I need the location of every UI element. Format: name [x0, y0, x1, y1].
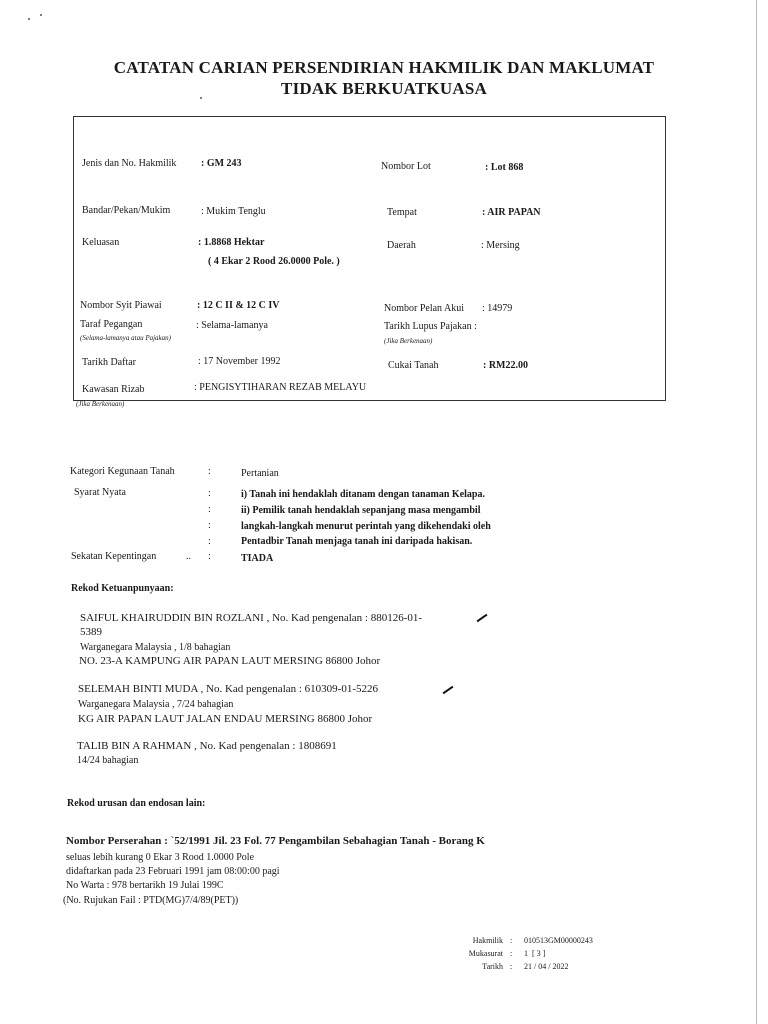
owner-2-line-3: KG AIR PAPAN LAUT JALAN ENDAU MERSING 86800 Johor [78, 713, 373, 725]
syit-label: Nombor Syit Piawai [80, 300, 162, 311]
daerah-label: Daerah [387, 240, 416, 251]
rizab-note: (Jika Berkenaan) [76, 400, 125, 408]
rizab-value: : PENGISYTIHARAN REZAB MELAYU [194, 382, 367, 393]
tempat-value: : AIR PAPAN [482, 207, 541, 218]
footer-hakmilik-label: Hakmilik [472, 936, 503, 945]
lupus-label: Tarikh Lupus Pajakan : [384, 321, 477, 332]
footer-mukasurat-value: 1 [ 3 ] [524, 949, 546, 958]
kategori-colon: : [208, 466, 211, 477]
urusan-line-1: Nombor Perserahan : `52/1991 Jil. 23 Fol. 77 Pengambilan Sebahagian Tanah - Borang K [66, 835, 485, 847]
rekod-urusan-heading: Rekod urusan dan endosan lain: [67, 798, 206, 809]
owner-1-line-2: 5389 [80, 626, 102, 638]
owner-1-line-3: Warganegara Malaysia , 1/8 bahagian [80, 642, 231, 653]
cukai-label: Cukai Tanah [388, 360, 439, 371]
taraf-note: (Selama-lamanya atau Pajakan) [80, 334, 171, 342]
footer-hakmilik-value: 010513GM00000243 [524, 936, 593, 945]
syarat-line-2: ii) Pemilik tanah hendaklah sepanjang masa mengambil [241, 505, 481, 516]
sekatan-dots: .. [186, 551, 191, 562]
urusan-line-5: (No. Rujukan Fail : PTD(MG)7/4/89(PET)) [63, 895, 239, 906]
syarat-colon-4: : [208, 536, 211, 547]
cukai-value: : RM22.00 [483, 360, 528, 371]
taraf-value: : Selama-lamanya [196, 320, 268, 331]
scan-speck [40, 14, 42, 16]
footer-tarikh-label: Tarikh [482, 962, 503, 971]
keluasan-label: Keluasan [82, 237, 120, 248]
syarat-label: Syarat Nyata [74, 487, 126, 498]
owner-1-line-1: SAIFUL KHAIRUDDIN BIN ROZLANI , No. Kad pengenalan : 880126-01- [80, 612, 423, 624]
keluasan-value: : 1.8868 Hektar [198, 237, 265, 248]
sekatan-label: Sekatan Kepentingan [71, 551, 157, 562]
kategori-value: Pertanian [241, 468, 279, 479]
syarat-colon-1: : [208, 488, 211, 499]
footer-tarikh-colon: : [510, 962, 513, 971]
owner-3-line-2: 14/24 bahagian [77, 755, 139, 766]
jenis-value: : GM 243 [201, 158, 242, 169]
footer-tarikh-value: 21 / 04 / 2022 [524, 962, 569, 971]
sekatan-colon: : [208, 551, 211, 562]
bandar-label: Bandar/Pekan/Mukim [82, 205, 171, 216]
syarat-colon-3: : [208, 520, 211, 531]
footer-hakmilik-colon: : [510, 936, 513, 945]
page-edge-line [756, 0, 757, 1024]
tempat-label: Tempat [387, 207, 417, 218]
syarat-line-3: langkah-langkah menurut perintah yang dikehendaki oleh [241, 521, 491, 532]
document-title-line2: TIDAK BERKUATKUASA [281, 79, 487, 98]
syit-value: : 12 C II & 12 C IV [197, 300, 280, 311]
pelan-value: : 14979 [482, 303, 513, 314]
taraf-label: Taraf Pegangan [80, 319, 143, 330]
syarat-line-1: i) Tanah ini hendaklah ditanam dengan tanaman Kelapa. [241, 489, 485, 500]
keluasan-value-imperial: ( 4 Ekar 2 Rood 26.0000 Pole. ) [208, 256, 340, 267]
daftar-value: : 17 November 1992 [198, 356, 281, 367]
rizab-label: Kawasan Rizab [82, 384, 145, 395]
jenis-label: Jenis dan No. Hakmilik [82, 158, 177, 169]
owner-2-line-2: Warganegara Malaysia , 7/24 bahagian [78, 699, 234, 710]
rekod-ketuanpunyaan-heading: Rekod Ketuanpunyaan: [71, 583, 174, 594]
urusan-line-4: No Warta : 978 bertarikh 19 Julai 199C [66, 880, 224, 891]
check-mark [477, 614, 488, 623]
scan-speck [28, 18, 30, 20]
bandar-value: : Mukim Tenglu [201, 206, 266, 217]
urusan-line-2: seluas lebih kurang 0 Ekar 3 Rood 1.0000 Pole [66, 852, 255, 863]
owner-2-line-1: SELEMAH BINTI MUDA , No. Kad pengenalan : 610309-01-5226 [78, 683, 379, 695]
daftar-label: Tarikh Daftar [82, 357, 136, 368]
footer-mukasurat-colon: : [510, 949, 513, 958]
syarat-colon-2: : [208, 504, 211, 515]
kategori-label: Kategori Kegunaan Tanah [70, 466, 175, 477]
pelan-label: Nombor Pelan Akui [384, 303, 464, 314]
footer-mukasurat-label: Mukasurat [468, 949, 503, 958]
syarat-line-4: Pentadbir Tanah menjaga tanah ini daripada hakisan. [241, 536, 473, 547]
nombor-lot-value: : Lot 868 [485, 162, 524, 173]
daerah-value: : Mersing [481, 240, 520, 251]
check-mark [443, 686, 454, 695]
lupus-note: (Jika Berkenaan) [384, 337, 433, 345]
nombor-lot-label: Nombor Lot [381, 161, 431, 172]
sekatan-value: TIADA [241, 553, 274, 564]
urusan-line-3: didaftarkan pada 23 Februari 1991 jam 08:00:00 pagi [66, 866, 280, 877]
document-title-line1: CATATAN CARIAN PERSENDIRIAN HAKMILIK DAN MAKLUMAT [113, 58, 655, 77]
owner-1-line-4: NO. 23-A KAMPUNG AIR PAPAN LAUT MERSING 86800 Johor [79, 655, 381, 667]
owner-3-line-1: TALIB BIN A RAHMAN , No. Kad pengenalan : 1808691 [77, 740, 337, 752]
